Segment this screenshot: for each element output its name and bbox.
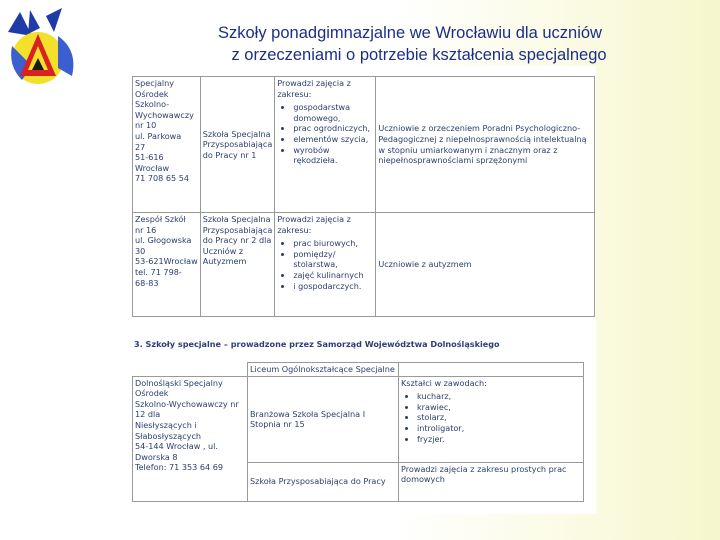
document-screenshot — [122, 66, 596, 514]
text-line: nr 10 — [135, 120, 157, 131]
list-item: • stolarz, — [417, 412, 581, 423]
text-line: 71 708 65 54 — [135, 173, 190, 184]
regional-schools-table — [132, 362, 584, 502]
list-item: • krawiec, — [417, 402, 581, 413]
list-item: • fryzjer. — [417, 434, 581, 445]
text-line: 27 — [135, 141, 146, 152]
students-cell — [376, 213, 595, 317]
schools-table — [132, 76, 595, 317]
text-line: do Pracy nr 2 dla — [202, 235, 272, 246]
text-line: Wychowawczy — [135, 109, 194, 120]
table-row — [133, 213, 595, 317]
text-line: Szkoła Specjalna — [202, 214, 271, 224]
text-line: Przysposabiająca — [202, 224, 273, 235]
students-cell — [376, 77, 595, 213]
text-line: Telefon: 71 353 64 69 — [135, 462, 224, 473]
text-line: 68-83 — [135, 277, 159, 288]
list-item: • elementów szycia, — [293, 134, 373, 145]
text-line: nr 16 — [135, 224, 157, 235]
text-line: Przysposabiająca — [202, 139, 273, 150]
list-item: • i gospodarczych. — [293, 281, 373, 292]
school-cell — [200, 77, 275, 213]
school-cell: Branżowa Szkoła Specjalna I Stopnia nr 15 — [248, 376, 399, 462]
program-heading: Prowadzi zajęcia z zakresu: — [277, 214, 351, 235]
text-line: tel. 71 798- — [135, 266, 182, 277]
text-line: Dworska 8 — [135, 451, 178, 462]
slide-title-line-1: Szkoły ponadgimnazjalne we Wrocławiu dla uczniów — [218, 24, 602, 42]
list-item: • zajęć kulinarnych — [293, 270, 373, 281]
text-line: Uczniów z — [202, 245, 244, 256]
program-list — [277, 102, 373, 166]
list-item: • gospodarstwa domowego, — [293, 102, 373, 123]
text-line: 54-144 Wrocław , ul. — [135, 441, 218, 452]
school-cell: Szkoła Przysposabiająca do Pracy — [248, 462, 399, 501]
section-heading: 3. Szkoły specjalne – prowadzone przez Samorząd Województwa Dolnośląskiego — [134, 339, 500, 349]
program-list — [277, 238, 373, 291]
text-line: Wrocław — [135, 162, 170, 173]
slide-title — [150, 22, 670, 66]
empty-cell — [399, 363, 584, 377]
text-line: 30 — [135, 245, 146, 256]
list-item: • prac ogrodniczych, — [293, 123, 373, 134]
professions-cell — [399, 376, 584, 462]
text-line: Dolnośląski Specjalny — [135, 377, 223, 388]
table-row — [133, 376, 584, 462]
list-item: • introligator, — [417, 423, 581, 434]
slide-title-line-2: z orzeczeniami o potrzebie kształcenia specjalnego — [231, 46, 607, 64]
text-line: Szkoła Specjalna — [202, 128, 271, 139]
text-line: 12 dla — [135, 409, 161, 420]
professions-heading: Kształci w zawodach: — [401, 377, 487, 388]
text-line: ul. Parkowa — [135, 130, 182, 141]
institution-cell — [133, 77, 201, 213]
text-line: do Pracy nr 1 — [202, 149, 257, 160]
table-row — [133, 363, 584, 377]
program-cell: Prowadzi zajęcia z zakresu prostych prac domowych — [399, 462, 584, 501]
institution-cell — [133, 213, 201, 317]
text-line: Szkolno-Wychowawczy nr — [135, 398, 239, 409]
text-line: ul. Głogowska — [135, 235, 192, 246]
list-item: • prac biurowych, — [293, 238, 373, 249]
institution-cell — [133, 376, 248, 501]
school-cell: Liceum Ogólnokształcące Specjalne — [248, 363, 399, 377]
list-item: • wyrobów rękodzieła. — [293, 145, 373, 166]
text-line: 53-621Wrocław — [135, 256, 198, 267]
empty-cell — [133, 363, 248, 377]
text-line: Autyzmem — [202, 256, 247, 267]
students-text: Uczniowie z orzeczeniem Poradni Psychologiczno-Pedagogicznej z niepełnosprawnością intelektualną w stopniu umiarkowanym i znacznym oraz z niepełnosprawnościami sprzężonymi — [378, 123, 587, 166]
students-text: Uczniowie z autyzmem — [378, 259, 472, 270]
text-line: Ośrodek — [135, 88, 169, 99]
text-line: Słabosłyszących — [135, 430, 202, 441]
list-item: • pomiędzy/ stolarstwa, — [293, 249, 373, 270]
text-line: Szkolno- — [135, 99, 170, 110]
school-cell — [200, 213, 275, 317]
text-line: Zespół Szkół — [135, 214, 186, 224]
program-cell — [275, 213, 376, 317]
list-item: • kucharz, — [417, 391, 581, 402]
text-line: Niesłyszących i — [135, 419, 197, 430]
text-line: Ośrodek — [135, 388, 169, 399]
school-logo — [2, 6, 80, 86]
program-cell — [275, 77, 376, 213]
program-heading: Prowadzi zajęcia z zakresu: — [277, 78, 351, 99]
professions-list — [401, 391, 581, 444]
text-line: Specjalny — [135, 78, 175, 88]
table-row — [133, 77, 595, 213]
text-line: 51-616 — [135, 152, 164, 163]
